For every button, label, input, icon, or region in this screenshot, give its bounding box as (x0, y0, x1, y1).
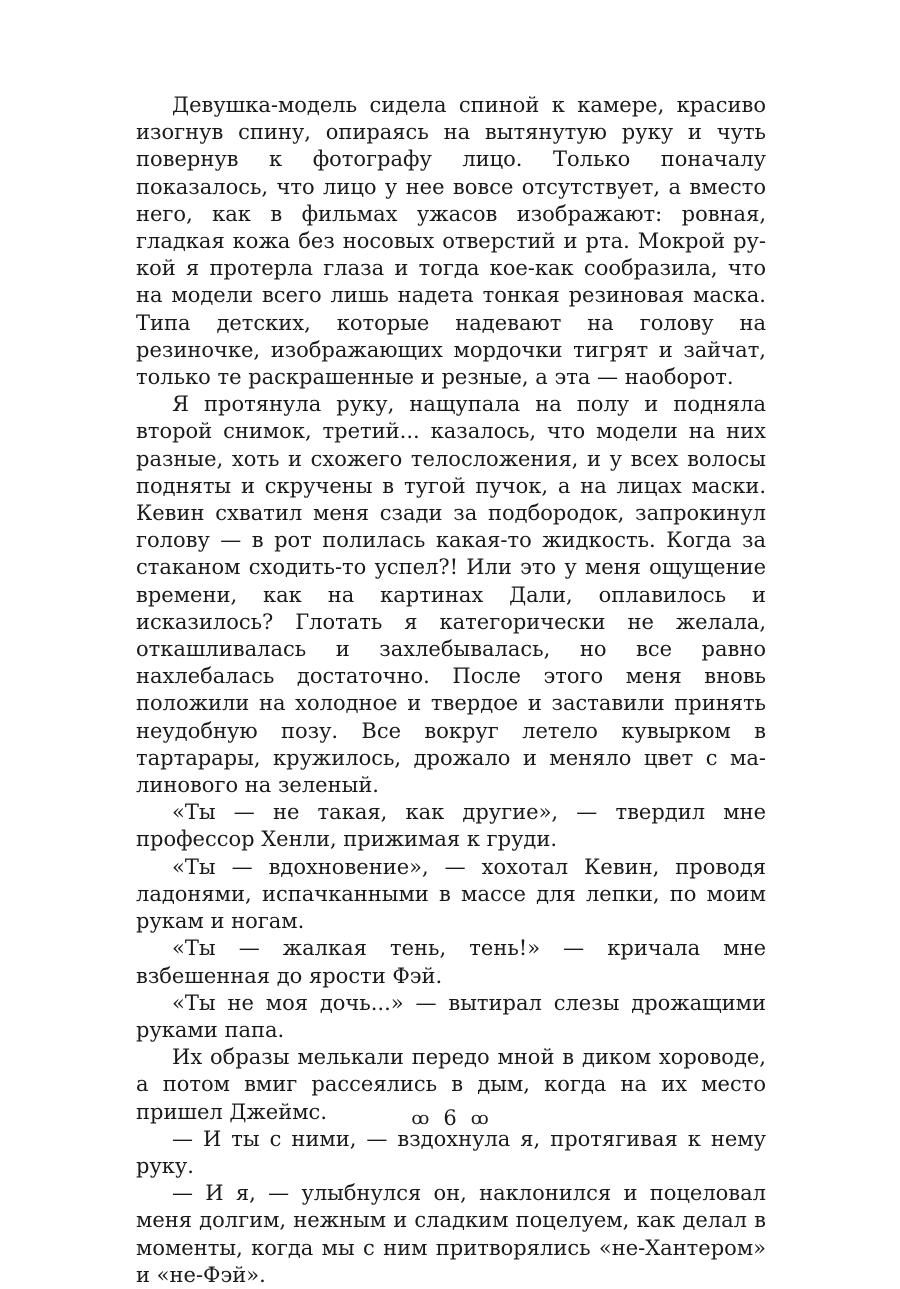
ornament-left-icon: ꝏ (411, 1108, 430, 1129)
paragraph: «Ты — вдохновение», — хохотал Кевин, проводя ладонями, испачканными в массе для лепки, по моим рукам и ногам. (136, 854, 766, 934)
paragraph: Я протянула руку, нащупала на полу и подняла второй снимок, третий... казалось, что модели на них разные, хоть и схожего телосложения, и у всех волосы подняты и скручены в тугой пучок, а на лицах маски. Кевин схватил меня сзади за подбородок, запрокинул голову — в рот полилась какая-то жидкость. Когда за стаканом сходить-то успел?! Или это у меня ощущение времени, как на картинах Дали, оплавилось и исказилось? Глотать я категорически не желала, откашливалась и захлебывалась, но все равно нахлебалась достаточно. После этого меня вновь положили на холодное и твердое и заставили принять неудобную позу. Все вокруг летело кувырком в тартарары, кружилось, дрожало и меняло цвет с малинового на зеленый. (136, 392, 766, 798)
paragraph: Их образы мелькали передо мной в диком хороводе, а потом вмиг рассеялись в дым, когда на их место пришел Джеймс. (136, 1045, 766, 1124)
paragraph: «Ты — не такая, как другие», — твердил мне профессор Хенли, прижимая к груди. (136, 800, 766, 852)
paragraph: — И я, — улыбнулся он, наклонился и поцеловал меня долгим, нежным и сладким поцелуем, как делал в моменты, когда мы с ним притворялись «не-Хантером» и «не-Фэй». (136, 1181, 766, 1287)
paragraph: «Ты не моя дочь...» — вытирал слезы дрожащими руками папа. (136, 990, 766, 1042)
paragraph: Девушка-модель сидела спиной к камере, красиво изогнув спину, опираясь на вытянутую руку и чуть повернув к фотографу лицо. Только поначалу показалось, что лицо у нее вовсе отсутствует, а вместо него, как в фильмах ужасов изображают: ровная, гладкая кожа без носовых отверстий и рта. Мокрой рукой я протерла глаза и тогда кое-как сообразила, что на модели всего лишь надета тонкая резиновая маска. Типа детских, которые надевают на голову на резиночке, изображающих мордочки тигрят и зайчат, только те раскрашенные и резные, а эта — наоборот. (136, 93, 766, 390)
ornament-right-icon: ꝏ (470, 1108, 489, 1129)
page-number: 6 (443, 1106, 457, 1130)
page-footer (0, 1106, 900, 1130)
paragraph: — И ты с ними, — вздохнула я, протягивая к нему руку. (136, 1126, 766, 1178)
paragraph: «Ты — жалкая тень, тень!» — кричала мне взбешенная до ярости Фэй. (136, 936, 766, 988)
